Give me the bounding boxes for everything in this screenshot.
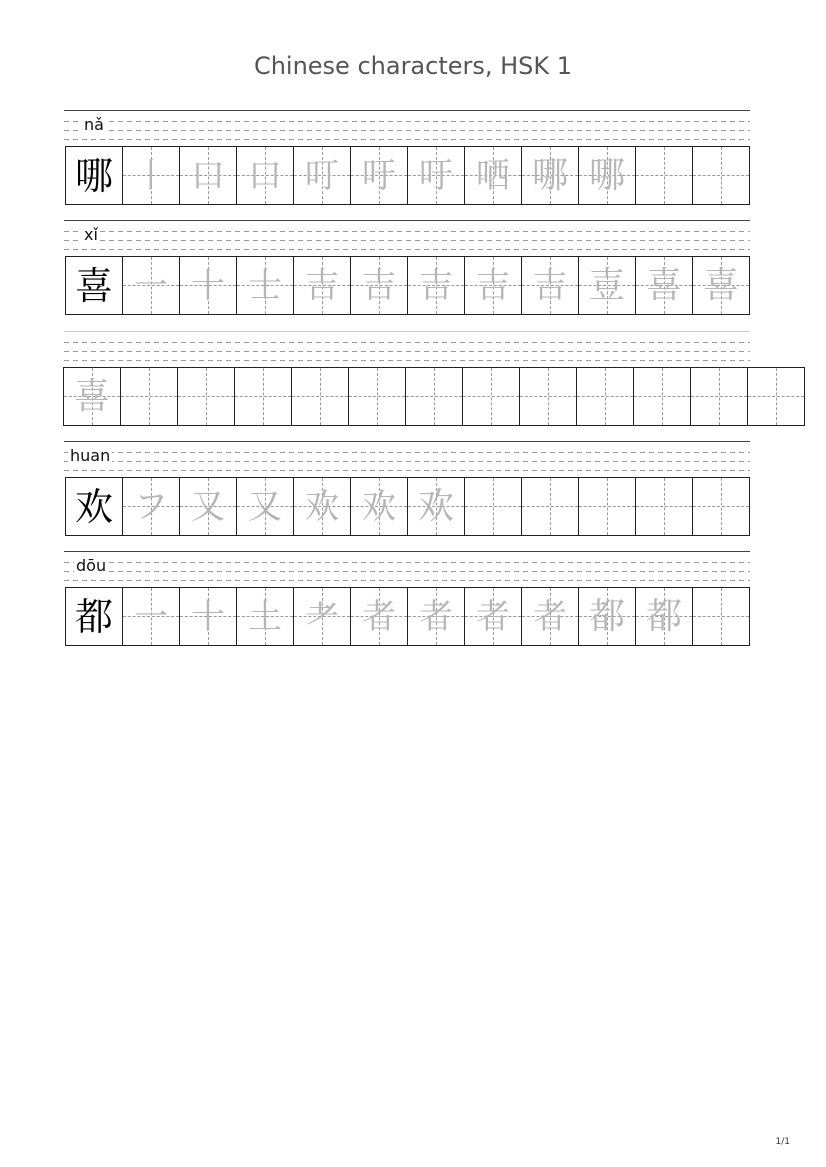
stroke-step: 土 — [248, 596, 282, 637]
stroke-step: 哪 — [588, 154, 625, 196]
stroke-step: 吉 — [533, 265, 567, 306]
stroke-step — [178, 368, 234, 425]
stroke-step: 都 — [588, 595, 625, 637]
trace-cell[interactable] — [180, 478, 237, 535]
trace-cell[interactable] — [636, 147, 693, 204]
pinyin-guide-lines — [64, 220, 750, 255]
trace-cell[interactable] — [408, 257, 465, 314]
stroke-step: フ — [134, 486, 168, 527]
stroke-step: 士 — [248, 265, 282, 306]
trace-cell[interactable] — [693, 588, 750, 645]
stroke-step: 吁 — [419, 155, 453, 196]
stroke-step: 吉 — [476, 265, 510, 306]
pinyin-guide-lines — [64, 331, 750, 366]
stroke-step — [577, 368, 633, 425]
trace-cell[interactable] — [123, 257, 180, 314]
pinyin-label: dōu — [76, 556, 107, 575]
trace-cell[interactable] — [693, 147, 750, 204]
trace-cell[interactable] — [465, 478, 522, 535]
stroke-step: 者 — [419, 596, 453, 637]
trace-cell[interactable] — [465, 147, 522, 204]
stroke-step: 欢 — [362, 486, 396, 527]
stroke-step: 又 — [191, 486, 225, 527]
model-character: 欢 — [74, 484, 113, 529]
trace-cell[interactable] — [294, 478, 351, 535]
page-title: Chinese characters, HSK 1 — [253, 52, 573, 80]
stroke-step: 十 — [191, 596, 225, 637]
stroke-step: 哂 — [476, 155, 510, 196]
pinyin-label: xǐ — [84, 225, 98, 244]
trace-cell[interactable] — [634, 368, 691, 425]
stroke-step: 吉 — [419, 265, 453, 306]
stroke-step: 又 — [248, 486, 282, 527]
trace-cell[interactable] — [463, 368, 520, 425]
trace-cell[interactable] — [237, 257, 294, 314]
pinyin-guide-lines — [64, 441, 750, 476]
model-character-cell — [66, 257, 123, 314]
practice-grid — [65, 256, 750, 315]
stroke-step — [748, 368, 804, 425]
model-character: 都 — [74, 594, 113, 639]
stroke-step — [693, 147, 749, 204]
stroke-step: 者 — [362, 596, 396, 637]
stroke-step: 丨 — [134, 155, 168, 196]
trace-cell[interactable] — [522, 478, 579, 535]
trace-cell[interactable] — [522, 588, 579, 645]
trace-cell[interactable] — [237, 478, 294, 535]
page-number: 1/1 — [775, 1137, 790, 1147]
model-character-cell — [66, 588, 123, 645]
stroke-step — [349, 368, 405, 425]
stroke-step: 都 — [645, 595, 682, 637]
stroke-step: 吉 — [362, 265, 396, 306]
trace-cell[interactable] — [520, 368, 577, 425]
stroke-step: 吉 — [305, 265, 339, 306]
stroke-step — [292, 368, 348, 425]
trace-cell[interactable] — [180, 257, 237, 314]
stroke-step: 欢 — [305, 486, 339, 527]
stroke-step — [121, 368, 177, 425]
trace-cell[interactable] — [351, 588, 408, 645]
trace-cell[interactable] — [465, 257, 522, 314]
stroke-step: 口 — [248, 155, 282, 196]
trace-cell[interactable] — [693, 478, 750, 535]
trace-cell[interactable] — [351, 257, 408, 314]
stroke-step: 喜 — [73, 375, 110, 417]
trace-cell[interactable] — [636, 257, 693, 314]
stroke-step — [406, 368, 462, 425]
stroke-step: 吁 — [362, 155, 396, 196]
stroke-step: 者 — [533, 596, 567, 637]
trace-cell[interactable] — [121, 368, 178, 425]
stroke-step: 欢 — [417, 485, 454, 527]
pinyin-guide-lines — [64, 551, 750, 586]
stroke-step: 十 — [191, 265, 225, 306]
trace-cell[interactable] — [237, 588, 294, 645]
stroke-step: 一 — [134, 265, 168, 306]
trace-cell[interactable] — [237, 147, 294, 204]
trace-cell[interactable] — [294, 257, 351, 314]
trace-cell[interactable] — [294, 588, 351, 645]
stroke-step — [693, 478, 749, 535]
trace-cell[interactable] — [636, 588, 693, 645]
trace-cell[interactable] — [465, 588, 522, 645]
stroke-step — [634, 368, 690, 425]
trace-cell[interactable] — [636, 478, 693, 535]
model-character-cell — [66, 147, 123, 204]
stroke-step — [522, 478, 578, 535]
stroke-step: 喜 — [645, 264, 682, 306]
model-character: 喜 — [74, 263, 113, 308]
stroke-step — [235, 368, 291, 425]
character-row-na — [0, 110, 826, 205]
trace-cell[interactable] — [579, 147, 636, 204]
trace-cell[interactable] — [408, 588, 465, 645]
practice-grid — [65, 477, 750, 536]
trace-cell[interactable] — [577, 368, 634, 425]
stroke-step: 一 — [134, 596, 168, 637]
trace-cell[interactable] — [408, 478, 465, 535]
character-row-xi — [0, 220, 826, 315]
trace-cell[interactable] — [579, 588, 636, 645]
trace-cell[interactable] — [406, 368, 463, 425]
character-row-dou — [0, 551, 826, 646]
trace-cell[interactable] — [691, 368, 748, 425]
trace-cell[interactable] — [235, 368, 292, 425]
trace-cell[interactable] — [522, 257, 579, 314]
stroke-step: 者 — [476, 596, 510, 637]
model-character: 哪 — [74, 153, 113, 198]
stroke-step — [520, 368, 576, 425]
stroke-step: 叮 — [305, 155, 339, 196]
practice-grid — [65, 587, 750, 646]
stroke-step — [636, 478, 692, 535]
character-row-huan — [0, 441, 826, 536]
trace-cell[interactable] — [64, 368, 121, 425]
pinyin-label: nǎ — [84, 115, 104, 134]
practice-grid — [63, 367, 805, 426]
stroke-step — [636, 147, 692, 204]
trace-cell[interactable] — [579, 478, 636, 535]
trace-cell[interactable] — [294, 147, 351, 204]
character-row-xi-continued — [0, 331, 826, 426]
stroke-step: 哪 — [531, 154, 568, 196]
trace-cell[interactable] — [748, 368, 805, 425]
stroke-step — [463, 368, 519, 425]
stroke-step: 口 — [191, 155, 225, 196]
trace-cell[interactable] — [408, 147, 465, 204]
trace-cell[interactable] — [349, 368, 406, 425]
pinyin-guide-lines — [64, 110, 750, 145]
practice-grid — [65, 146, 750, 205]
trace-cell[interactable] — [579, 257, 636, 314]
trace-cell[interactable] — [351, 147, 408, 204]
stroke-step — [465, 478, 521, 535]
trace-cell[interactable] — [123, 588, 180, 645]
trace-cell[interactable] — [693, 257, 750, 314]
trace-cell[interactable] — [351, 478, 408, 535]
model-character-cell — [66, 478, 123, 535]
trace-cell[interactable] — [292, 368, 349, 425]
pinyin-label: huan — [70, 446, 111, 465]
stroke-step: 壴 — [588, 264, 625, 306]
trace-cell[interactable] — [123, 478, 180, 535]
trace-cell[interactable] — [178, 368, 235, 425]
stroke-step — [579, 478, 635, 535]
stroke-step — [693, 588, 749, 645]
trace-cell[interactable] — [180, 588, 237, 645]
stroke-step: 耂 — [305, 596, 339, 637]
trace-cell[interactable] — [522, 147, 579, 204]
stroke-step — [691, 368, 747, 425]
trace-cell[interactable] — [123, 147, 180, 204]
trace-cell[interactable] — [180, 147, 237, 204]
stroke-step: 喜 — [702, 264, 739, 306]
